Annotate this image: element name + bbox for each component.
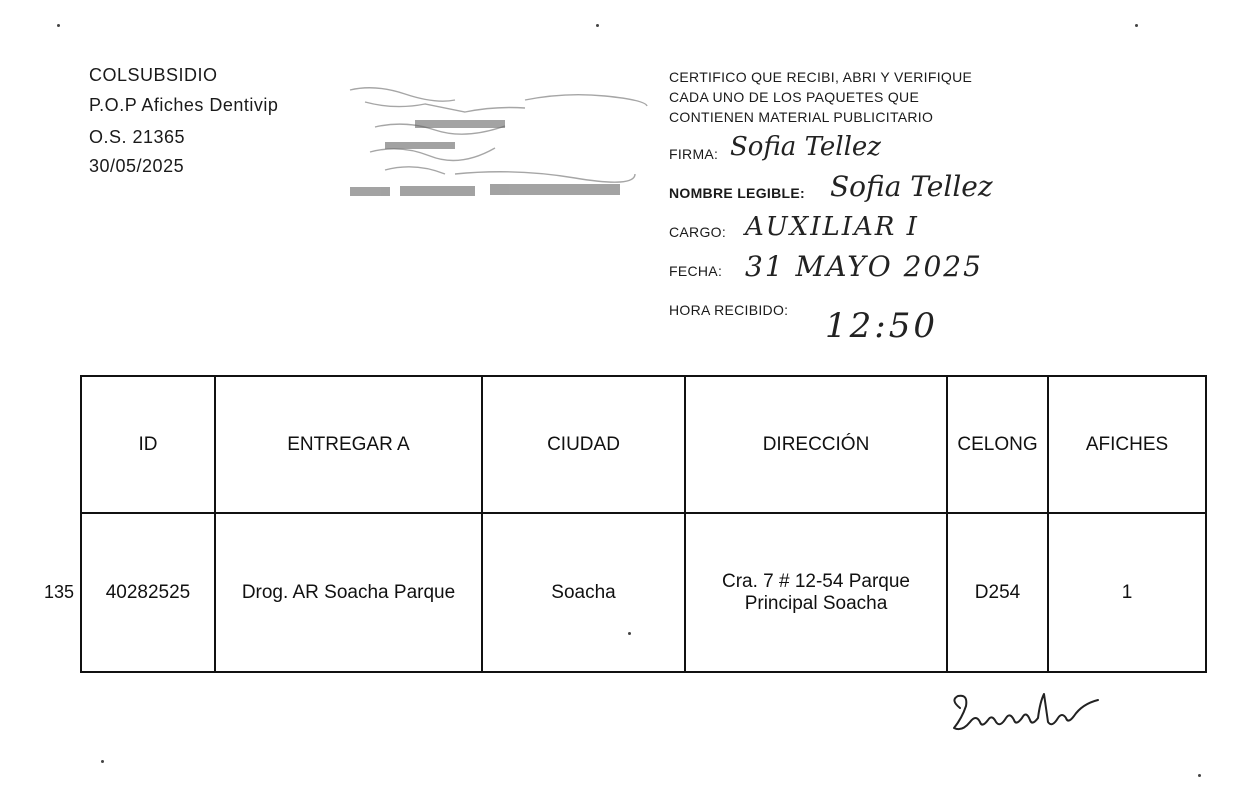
- cert-line-1: CERTIFICO QUE RECIBI, ABRI Y VERIFIQUE: [669, 69, 973, 85]
- cargo-handwritten: AUXILIAR I: [745, 212, 919, 242]
- faded-stamp: [345, 82, 650, 207]
- cargo-label: CARGO:: [669, 224, 727, 240]
- certification-text: [669, 67, 972, 127]
- fecha-label: FECHA:: [669, 263, 723, 279]
- scan-speck: [1198, 774, 1201, 777]
- table-row: [81, 513, 1206, 672]
- cell-ciudad: Soacha: [482, 513, 685, 672]
- scan-speck: [57, 24, 60, 27]
- delivery-table: [80, 375, 1207, 673]
- order-number: O.S. 21365: [89, 127, 186, 147]
- header-ciudad: CIUDAD: [482, 376, 685, 513]
- table-header-row: [81, 376, 1206, 513]
- cell-direccion: [685, 513, 947, 672]
- hora-label: HORA RECIBIDO:: [669, 302, 789, 318]
- header-afiches: AFICHES: [1048, 376, 1206, 513]
- document-date: 30/05/2025: [89, 156, 185, 176]
- scan-speck: [628, 632, 631, 635]
- nombre-handwritten: Sofia Tellez: [830, 170, 993, 203]
- campaign-name: P.O.P Afiches Dentivip: [89, 95, 279, 115]
- row-number: 135: [44, 582, 75, 602]
- cert-line-2: CADA UNO DE LOS PAQUETES QUE: [669, 89, 920, 105]
- direccion-line-2: Principal Soacha: [744, 592, 888, 614]
- hora-handwritten: 12:50: [825, 306, 938, 346]
- firma-label: FIRMA:: [669, 146, 719, 162]
- direccion-line-1: Cra. 7 # 12-54 Parque: [721, 570, 910, 592]
- cell-entregar-a: Drog. AR Soacha Parque: [215, 513, 482, 672]
- bottom-signature: [948, 688, 1103, 743]
- cert-line-3: CONTIENEN MATERIAL PUBLICITARIO: [669, 109, 934, 125]
- scan-speck: [1135, 24, 1138, 27]
- scan-speck: [101, 760, 104, 763]
- cell-afiches: 1: [1048, 513, 1206, 672]
- header-id: ID: [81, 376, 215, 513]
- header-celong: CELONG: [947, 376, 1048, 513]
- company-name: COLSUBSIDIO: [89, 65, 218, 85]
- nombre-label: NOMBRE LEGIBLE:: [669, 185, 805, 201]
- fecha-handwritten: 31 MAYO 2025: [745, 250, 983, 283]
- cell-id: 40282525: [81, 513, 215, 672]
- header-direccion: DIRECCIÓN: [685, 376, 947, 513]
- cell-celong: D254: [947, 513, 1048, 672]
- firma-handwritten: Sofia Tellez: [730, 132, 881, 162]
- scan-speck: [596, 24, 599, 27]
- header-entregar-a: ENTREGAR A: [215, 376, 482, 513]
